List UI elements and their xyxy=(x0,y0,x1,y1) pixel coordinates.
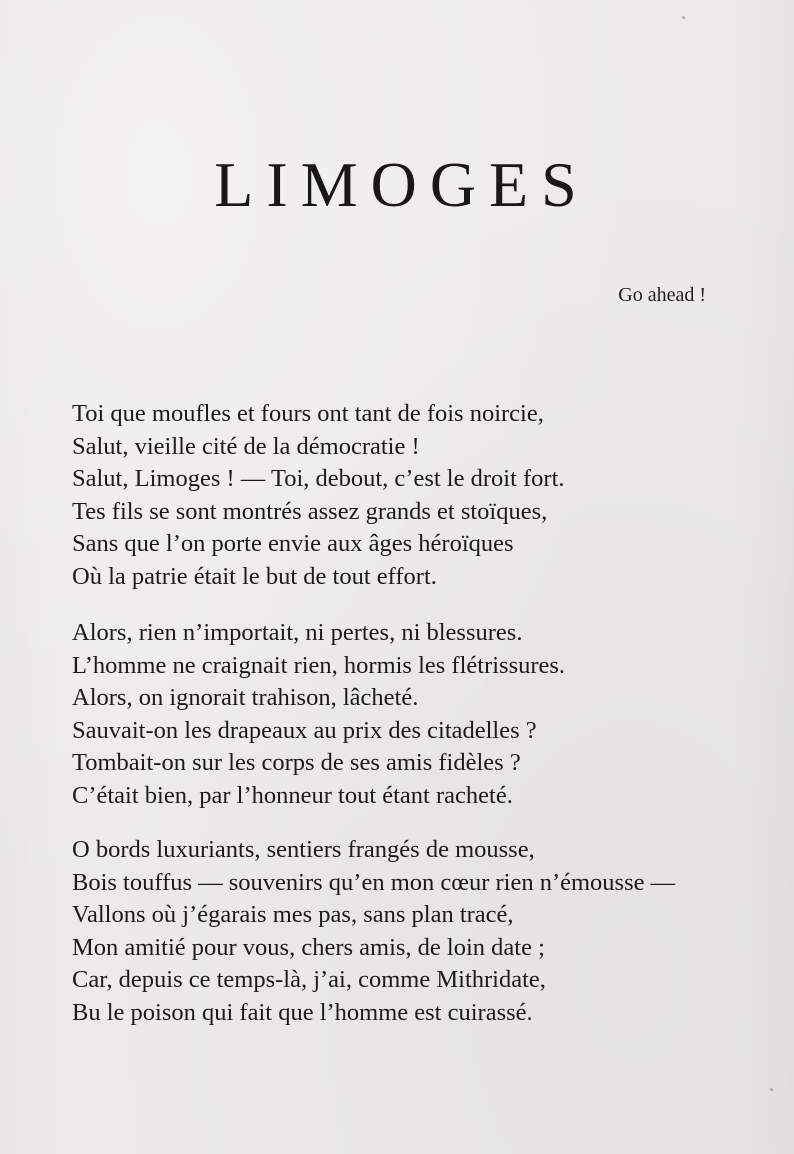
verse-line: Alors, on ignorait trahison, lâcheté. xyxy=(72,684,419,711)
verse-line: Car, depuis ce temps-là, j’ai, comme Mithridate, xyxy=(72,966,546,993)
paper-speck xyxy=(770,1088,773,1091)
stanza-2 xyxy=(72,617,772,812)
verse-line: Salut, vieille cité de la démocratie ! xyxy=(72,432,420,460)
page-title: LIMOGES xyxy=(214,149,590,220)
epigraph: Go ahead ! xyxy=(618,284,706,306)
stanza-3 xyxy=(72,834,772,1029)
verse-line: Vallons où j’égarais mes pas, sans plan tracé, xyxy=(72,901,514,928)
stanza-1 xyxy=(72,398,772,593)
verse-line: L’homme ne craignait rien, hormis les flétrissures. xyxy=(72,651,566,679)
verse-line: O bords luxuriants, sentiers frangés de mousse, xyxy=(72,836,535,863)
paper-speck xyxy=(682,16,685,19)
verse-line: Tes fils se sont montrés assez grands et stoïques, xyxy=(72,497,548,525)
verse-line: Sans que l’on porte envie aux âges héroïques xyxy=(72,530,514,557)
verse-line: Bois touffus — souvenirs qu’en mon cœur rien n’émousse — xyxy=(72,868,676,896)
verse-line: C’était bien, par l’honneur tout étant racheté. xyxy=(72,781,513,809)
verse-line: Bu le poison qui fait que l’homme est cuirassé. xyxy=(72,998,533,1026)
verse-line: Mon amitié pour vous, chers amis, de loin date ; xyxy=(72,933,545,961)
verse-line: Sauvait-on les drapeaux au prix des citadelles ? xyxy=(72,716,537,744)
verse-line: Tombait-on sur les corps de ses amis fidèles ? xyxy=(72,749,521,776)
verse-line: Salut, Limoges ! — Toi, debout, c’est le droit fort. xyxy=(72,465,565,492)
verse-line: Toi que moufles et fours ont tant de fois noircie, xyxy=(72,400,544,427)
verse-line: Où la patrie était le but de tout effort. xyxy=(72,562,437,590)
verse-line: Alors, rien n’importait, ni pertes, ni blessures. xyxy=(72,619,523,646)
